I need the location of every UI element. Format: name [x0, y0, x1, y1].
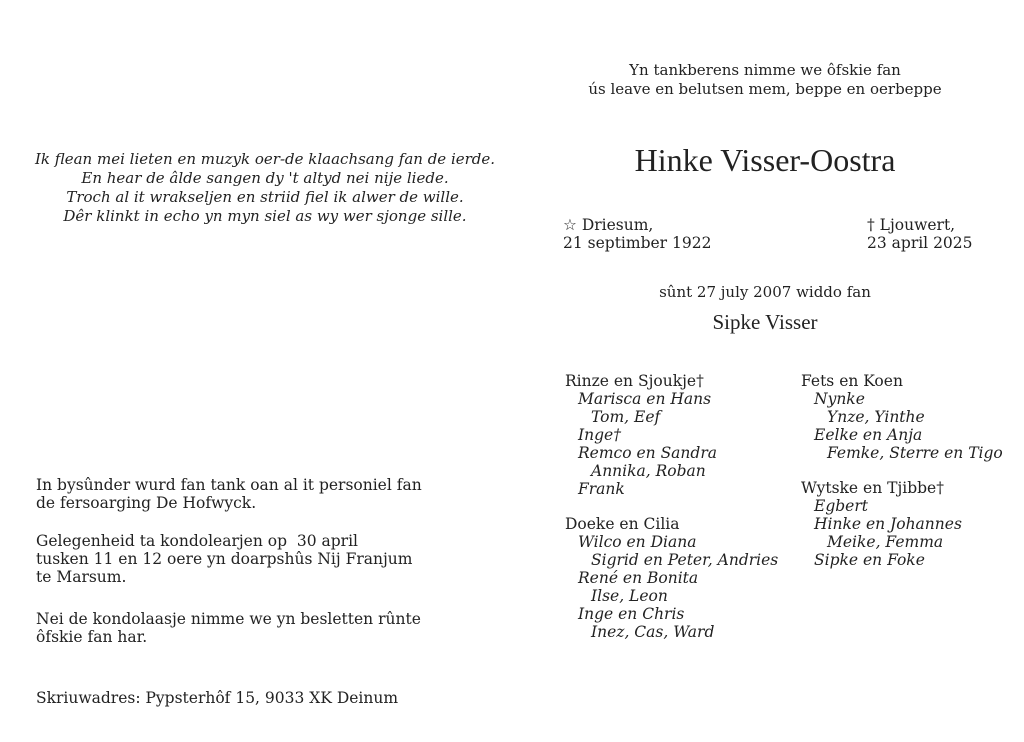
family-member: Marisca en Hans	[578, 390, 712, 408]
intro-line: ús leave en belutsen mem, beppe en oerbeppe	[588, 80, 942, 98]
family-member: Femke, Sterre en Tigo	[827, 444, 1003, 462]
family-member: Nynke	[814, 390, 865, 408]
family-list-left	[565, 372, 778, 658]
widow-text: sûnt 27 july 2007 widdo fan	[659, 283, 871, 301]
family-member: Meike, Femma	[827, 533, 944, 551]
deceased-name: Hinke Visser-Oostra	[634, 142, 896, 178]
intro	[560, 61, 970, 99]
intro-line: Yn tankberens nimme we ôfskie fan	[629, 61, 901, 79]
family-list-right	[801, 372, 1003, 586]
condolence-line: te Marsum.	[36, 568, 127, 586]
family-member: Inge en Chris	[578, 605, 685, 623]
family-member: Annika, Roban	[591, 462, 706, 480]
poem-line: Troch al it wrakseljen en striid fiel ik alwer de wille.	[66, 188, 464, 206]
family-group	[801, 372, 1003, 462]
condolence-line: tusken 11 en 12 oere yn doarpshûs Nij Franjum	[36, 550, 413, 568]
family-head: Fets en Koen	[801, 372, 903, 390]
family-member: Sigrid en Peter, Andries	[591, 551, 779, 569]
family-group	[801, 479, 1003, 569]
poem-line: En hear de âlde sangen dy 't altyd nei nije liede.	[81, 169, 449, 187]
poem	[30, 150, 500, 226]
thanks-paragraph	[36, 476, 456, 512]
death-place: † Ljouwert,	[867, 216, 956, 234]
death-info	[867, 216, 973, 252]
poem-line: Ik flean mei lieten en muzyk oer-de klaachsang fan de ierde.	[34, 150, 496, 168]
farewell-line: Nei de kondolaasje nimme we yn besletten rûnte	[36, 610, 421, 628]
family-group	[565, 372, 778, 498]
family-head: Rinze en Sjoukje†	[565, 372, 704, 390]
family-member: Wilco en Diana	[578, 533, 697, 551]
farewell-paragraph	[36, 610, 456, 646]
family-head: Doeke en Cilia	[565, 515, 680, 533]
family-member: Tom, Eef	[591, 408, 661, 426]
thanks-line: In bysûnder wurd fan tank oan al it personiel fan	[36, 476, 422, 494]
family-group	[565, 515, 778, 641]
family-member: Ynze, Yinthe	[827, 408, 925, 426]
thanks-line: de fersoarging De Hofwyck.	[36, 494, 257, 512]
family-member: Frank	[578, 480, 625, 498]
death-date: 23 april 2025	[867, 234, 973, 252]
birth-place: ☆ Driesum,	[563, 216, 654, 234]
farewell-line: ôfskie fan har.	[36, 628, 148, 646]
birth-date: 21 septimber 1922	[563, 234, 712, 252]
condolence-paragraph	[36, 532, 456, 586]
family-member: Ilse, Leon	[591, 587, 668, 605]
address: Skriuwadres: Pypsterhôf 15, 9033 XK Deinum	[36, 689, 399, 707]
family-member: Inez, Cas, Ward	[591, 623, 715, 641]
condolence-line: Gelegenheid ta kondolearjen op 30 april	[36, 532, 358, 550]
family-member: Inge†	[578, 426, 621, 444]
family-member: Hinke en Johannes	[814, 515, 962, 533]
family-member: Sipke en Foke	[814, 551, 925, 569]
family-member: Remco en Sandra	[578, 444, 717, 462]
spouse-name: Sipke Visser	[712, 310, 818, 334]
family-member: Egbert	[814, 497, 868, 515]
family-member: René en Bonita	[578, 569, 699, 587]
family-member: Eelke en Anja	[814, 426, 923, 444]
birth-info	[563, 216, 711, 252]
poem-line: Dêr klinkt in echo yn myn siel as wy wer sjonge sille.	[63, 207, 467, 225]
family-head: Wytske en Tjibbe†	[801, 479, 944, 497]
